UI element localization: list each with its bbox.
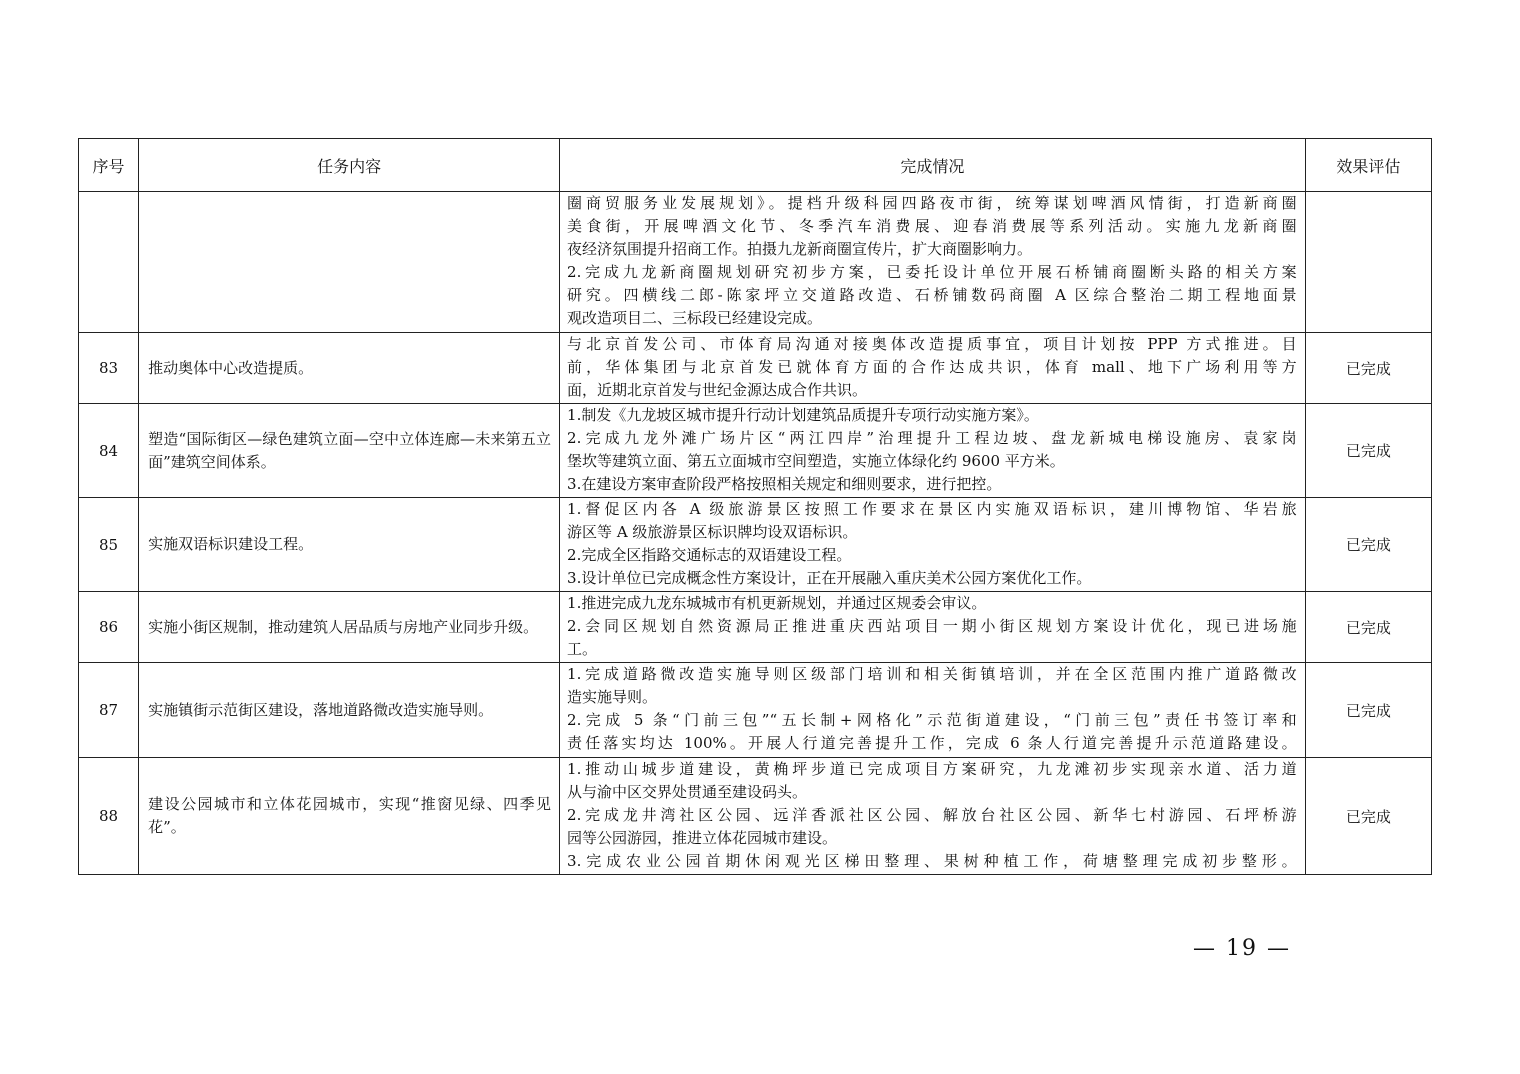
- completion-line: 从与渝中区交界处贯通至建设码头。: [567, 783, 808, 801]
- completion-line: 1.完成道路微改造实施导则区级部门培训和相关街镇培训，并在全区范围内推广道路微改: [567, 665, 1297, 683]
- row-number: 84: [79, 404, 139, 498]
- table-row: [79, 404, 1432, 498]
- completion-line: 2.会同区规划自然资源局正推进重庆西站项目一期小街区规划方案设计优化，现已进场施: [567, 617, 1297, 635]
- row-task: 推动奥体中心改造提质。: [139, 333, 560, 404]
- table-header: [79, 139, 1432, 192]
- completion-line: 2.完成九龙外滩广场片区“两江四岸”治理提升工程边坡、盘龙新城电梯设施房、袁家岗: [567, 429, 1297, 447]
- completion-line: 工。: [567, 640, 598, 658]
- completion-line: 园等公园游园，推进立体花园城市建设。: [567, 829, 838, 847]
- row-number: 83: [79, 333, 139, 404]
- completion-line: 1.推动山城步道建设，黄桷坪步道已完成项目方案研究，九龙滩初步实现亲水道、活力道: [567, 760, 1297, 778]
- completion-line: 2.完成 5 条“门前三包”“五长制+网格化”示范街道建设，“门前三包”责任书签订率和: [567, 711, 1297, 729]
- row-completion: [560, 592, 1306, 663]
- table-body: [79, 192, 1432, 875]
- row-task: 实施小街区规制，推动建筑人居品质与房地产业同步升级。: [139, 592, 560, 663]
- completion-line: 美食街，开展啤酒文化节、冬季汽车消费展、迎春消费展等系列活动。实施九龙新商圈: [567, 217, 1297, 235]
- row-evaluation: 已完成: [1305, 663, 1431, 758]
- table-row: [79, 758, 1432, 875]
- header-completion-status: 完成情况: [560, 139, 1306, 192]
- completion-line: 研究。四横线二郎-陈家坪立交道路改造、石桥铺数码商圈 A 区综合整治二期工程地面景: [567, 286, 1297, 304]
- row-task: 建设公园城市和立体花园城市，实现“推窗见绿、四季见花”。: [139, 758, 560, 875]
- row-evaluation: 已完成: [1305, 592, 1431, 663]
- task-table: [78, 138, 1432, 875]
- row-completion: [560, 333, 1306, 404]
- row-task: 实施镇街示范街区建设，落地道路微改造实施导则。: [139, 663, 560, 758]
- completion-line: 3.完成农业公园首期休闲观光区梯田整理、果树种植工作，荷塘整理完成初步整形。: [567, 852, 1297, 870]
- completion-line: 堡坎等建筑立面、第五立面城市空间塑造，实施立体绿化约 9600 平方米。: [567, 452, 1065, 470]
- row-evaluation: [1305, 192, 1431, 333]
- header-task-content: 任务内容: [139, 139, 560, 192]
- row-number: 88: [79, 758, 139, 875]
- header-effect-evaluation: 效果评估: [1305, 139, 1431, 192]
- table-row: [79, 498, 1432, 592]
- row-number: 87: [79, 663, 139, 758]
- completion-line: 面，近期北京首发与世纪金源达成合作共识。: [567, 381, 868, 399]
- completion-line: 夜经济氛围提升招商工作。拍摄九龙新商圈宣传片，扩大商圈影响力。: [567, 240, 1033, 258]
- row-evaluation: 已完成: [1305, 758, 1431, 875]
- row-number: [79, 192, 139, 333]
- completion-line: 观改造项目二、三标段已经建设完成。: [567, 309, 823, 327]
- completion-line: 1.督促区内各 A 级旅游景区按照工作要求在景区内实施双语标识，建川博物馆、华岩旅: [567, 500, 1297, 518]
- table-row: [79, 663, 1432, 758]
- completion-line: 圈商贸服务业发展规划》。提档升级科园四路夜市街，统筹谋划啤酒风情街，打造新商圈: [567, 194, 1297, 212]
- row-completion: [560, 498, 1306, 592]
- row-completion: [560, 192, 1306, 333]
- completion-line: 造实施导则。: [567, 688, 658, 706]
- table-row: [79, 333, 1432, 404]
- row-completion: [560, 404, 1306, 498]
- completion-line: 1.制发《九龙坡区城市提升行动计划建筑品质提升专项行动实施方案》。: [567, 406, 1039, 424]
- row-task: [139, 192, 560, 333]
- page-number: — 19 —: [1193, 936, 1291, 961]
- row-evaluation: 已完成: [1305, 333, 1431, 404]
- completion-line: 游区等 A 级旅游景区标识牌均设双语标识。: [567, 523, 858, 541]
- table-row: [79, 592, 1432, 663]
- row-evaluation: 已完成: [1305, 404, 1431, 498]
- header-number: 序号: [79, 139, 139, 192]
- row-number: 85: [79, 498, 139, 592]
- row-evaluation: 已完成: [1305, 498, 1431, 592]
- row-completion: [560, 758, 1306, 875]
- completion-line: 前，华体集团与北京首发已就体育方面的合作达成共识，体育 mall、地下广场利用等方: [567, 358, 1297, 376]
- completion-line: 2.完成全区指路交通标志的双语建设工程。: [567, 546, 852, 564]
- row-task: 实施双语标识建设工程。: [139, 498, 560, 592]
- completion-line: 责任落实均达 100%。开展人行道完善提升工作，完成 6 条人行道完善提升示范道路建设。: [567, 734, 1297, 752]
- completion-line: 2.完成九龙新商圈规划研究初步方案，已委托设计单位开展石桥铺商圈断头路的相关方案: [567, 263, 1297, 281]
- completion-line: 2.完成龙井湾社区公园、远洋香派社区公园、解放台社区公园、新华七村游园、石坪桥游: [567, 806, 1297, 824]
- row-number: 86: [79, 592, 139, 663]
- table-row: [79, 192, 1432, 333]
- row-task: 塑造“国际街区—绿色建筑立面—空中立体连廊—未来第五立面”建筑空间体系。: [139, 404, 560, 498]
- completion-line: 3.在建设方案审查阶段严格按照相关规定和细则要求，进行把控。: [567, 475, 1002, 493]
- row-completion: [560, 663, 1306, 758]
- completion-line: 与北京首发公司、市体育局沟通对接奥体改造提质事宜，项目计划按 PPP 方式推进。目: [567, 335, 1297, 353]
- completion-line: 3.设计单位已完成概念性方案设计，正在开展融入重庆美术公园方案优化工作。: [567, 569, 1092, 587]
- completion-line: 1.推进完成九龙东城城市有机更新规划，并通过区规委会审议。: [567, 594, 987, 612]
